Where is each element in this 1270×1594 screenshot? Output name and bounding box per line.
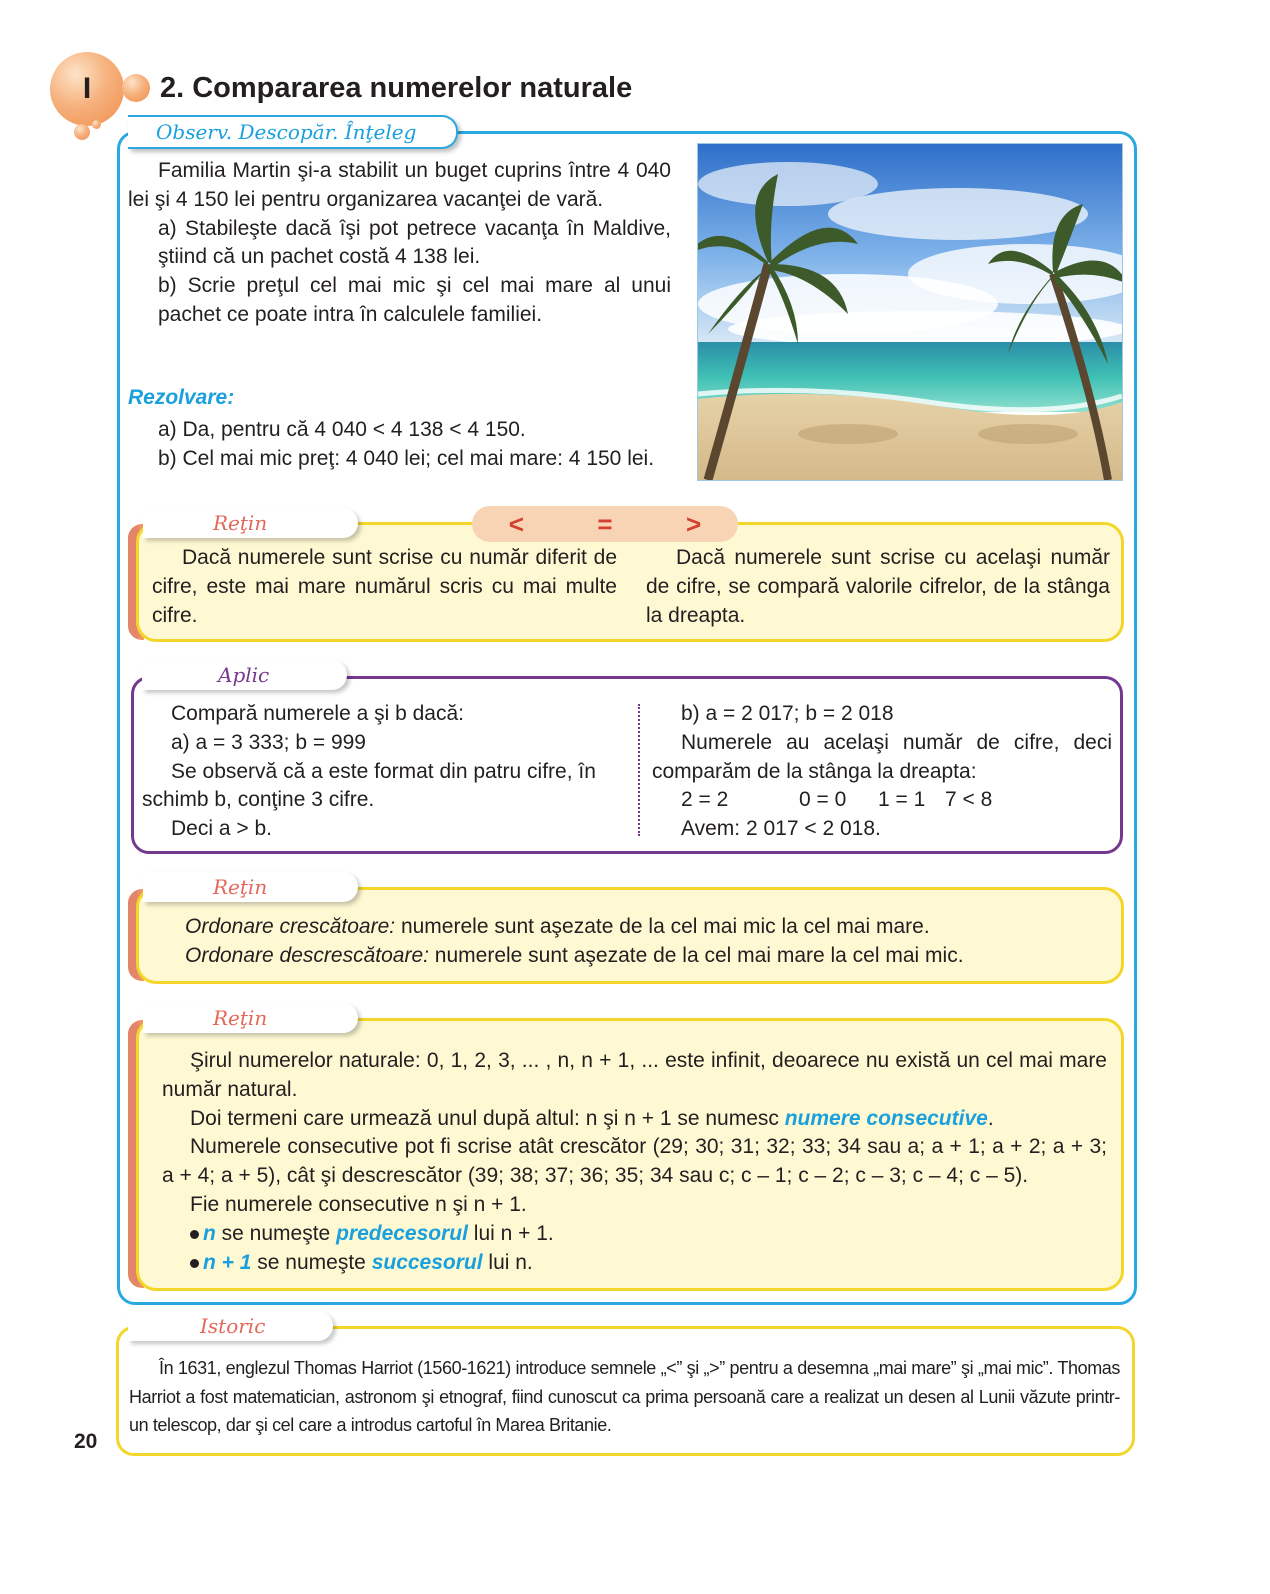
bullet-predecesor: n se numeşte predecesorul lui n + 1. <box>162 1220 1107 1249</box>
decor-bubble <box>92 120 101 129</box>
greater-than-symbol: > <box>686 508 702 539</box>
istoric-text: În 1631, englezul Thomas Harriot (1560-1621) introduce semnele „<” şi „>” pentru a desemna „mai mare” şi „mai mic”. Thomas Harriot a fost matematician, astronom şi etnograf, fiind cunoscut ca prima persoană care a realizat un desen al Lunii văzute printr-un telescop, dar şi cel care a introdus cartoful în Marea Britanie. <box>129 1358 1120 1435</box>
aplic-left-line1: Compară numerele a şi b dacă: <box>171 702 464 725</box>
retin3-para3: Numerele consecutive pot fi scrise atât crescător (29; 30; 31; 32; 33; 34 sau a; a + 1; a + 2; a + 3; a + 4; a + 5), cât şi descrescător (39; 38; 37; 36; 35; 34 sau c; c – 1; c – 2; c – 3; c – 4; c – 5). <box>162 1135 1107 1188</box>
less-than-symbol: < <box>508 508 524 539</box>
retin1-right-text: Dacă numerele sunt scrise cu acelaşi număr de cifre, se compară valorile cifrelor, de la stânga la dreapta. <box>646 546 1110 627</box>
aplic-right <box>652 700 1112 844</box>
question-b: b) Scrie preţul cel mai mic şi cel mai mare al unui pachet ce poate intra în calculele familiei. <box>158 274 671 326</box>
chapter-badge <box>50 52 124 126</box>
aplic-right-line4: Avem: 2 017 < 2 018. <box>681 817 881 841</box>
aplic-left-line3: Se observă că a este format din patru cifre, în schimb b, conţine 3 cifre. <box>142 759 596 812</box>
digit-compare-2: 0 = 0 <box>799 788 847 812</box>
page-title: 2. Compararea numerelor naturale <box>160 72 633 104</box>
observ-text <box>128 157 671 330</box>
retin1-left-text: Dacă numerele sunt scrise cu număr diferit de cifre, este mai mare numărul scris cu mai multe cifre. <box>152 546 617 627</box>
aplic-divider <box>638 704 640 836</box>
bullet-dot <box>190 1230 199 1239</box>
answer-b: b) Cel mai mic preţ: 4 040 lei; cel mai mare: 4 150 lei. <box>158 446 655 470</box>
digit-compare-4: 7 < 8 <box>945 788 993 812</box>
retin1-tab: Reţin <box>143 508 358 538</box>
decor-bubble <box>74 124 90 140</box>
retin2-tab: Reţin <box>143 872 358 902</box>
aplic-tab: Aplic <box>142 660 347 690</box>
retin2-text <box>185 913 1105 971</box>
aplic-right-line2: Numerele au acelaşi număr de cifre, deci comparăm de la stânga la dreapta: <box>652 730 1112 783</box>
numere-consecutive-term: numere consecutive <box>784 1106 988 1130</box>
digit-compare-1: 2 = 2 <box>681 788 729 812</box>
retin3-text <box>162 1047 1107 1277</box>
istoric-tab: Istoric <box>128 1311 333 1341</box>
observ-tab: Observ. Descopăr. Înţeleg <box>128 115 458 149</box>
retin3-para4: Fie numerele consecutive n şi n + 1. <box>190 1192 527 1216</box>
page-number: 20 <box>74 1430 98 1453</box>
retin3-para1: Şirul numerelor naturale: 0, 1, 2, 3, ... , n, n + 1, ... este infinit, deoarece nu există un cel mai mare număr natural. <box>162 1049 1107 1101</box>
aplic-right-line1: b) a = 2 017; b = 2 018 <box>681 702 894 725</box>
observ-intro: Familia Martin şi-a stabilit un buget cuprins între 4 040 lei şi 4 150 lei pentru organizarea vacanţei de vară. <box>128 159 671 211</box>
ordonare-crescatoare: Ordonare crescătoare: numerele sunt aşezate de la cel mai mic la cel mai mare. <box>185 915 930 938</box>
answer-a: a) Da, pentru că 4 040 < 4 138 < 4 150. <box>158 418 526 441</box>
digit-compare-3: 1 = 1 <box>878 788 926 812</box>
retin3-tab: Reţin <box>143 1003 358 1033</box>
retin3-para2: Doi termeni care urmează unul după altul: n şi n + 1 se numesc numere consecutive. <box>190 1106 994 1130</box>
aplic-left-line2: a) a = 3 333; b = 999 <box>171 730 366 754</box>
bullet-succesor: n + 1 se numeşte succesorul lui n. <box>162 1249 1107 1278</box>
ordonare-descrescatoare: Ordonare descrescătoare: numerele sunt aşezate de la cel mai mare la cel mai mic. <box>185 943 964 967</box>
beach-palm-photo <box>697 143 1123 481</box>
question-a: a) Stabileşte dacă îşi pot petrece vacanţa în Maldive, ştiind că un pachet costă 4 138 lei. <box>158 216 671 269</box>
chapter-number: I <box>82 72 92 105</box>
equals-symbol: = <box>597 508 613 539</box>
aplic-left <box>142 700 627 844</box>
comparison-symbols <box>472 506 738 542</box>
rezolvare-title: Rezolvare: <box>128 386 235 409</box>
rezolvare-text <box>158 416 678 474</box>
aplic-left-line4: Deci a > b. <box>171 817 272 841</box>
bullet-dot <box>190 1259 199 1268</box>
decor-bubble <box>122 74 150 102</box>
aplic-right-line3 <box>652 786 1112 815</box>
